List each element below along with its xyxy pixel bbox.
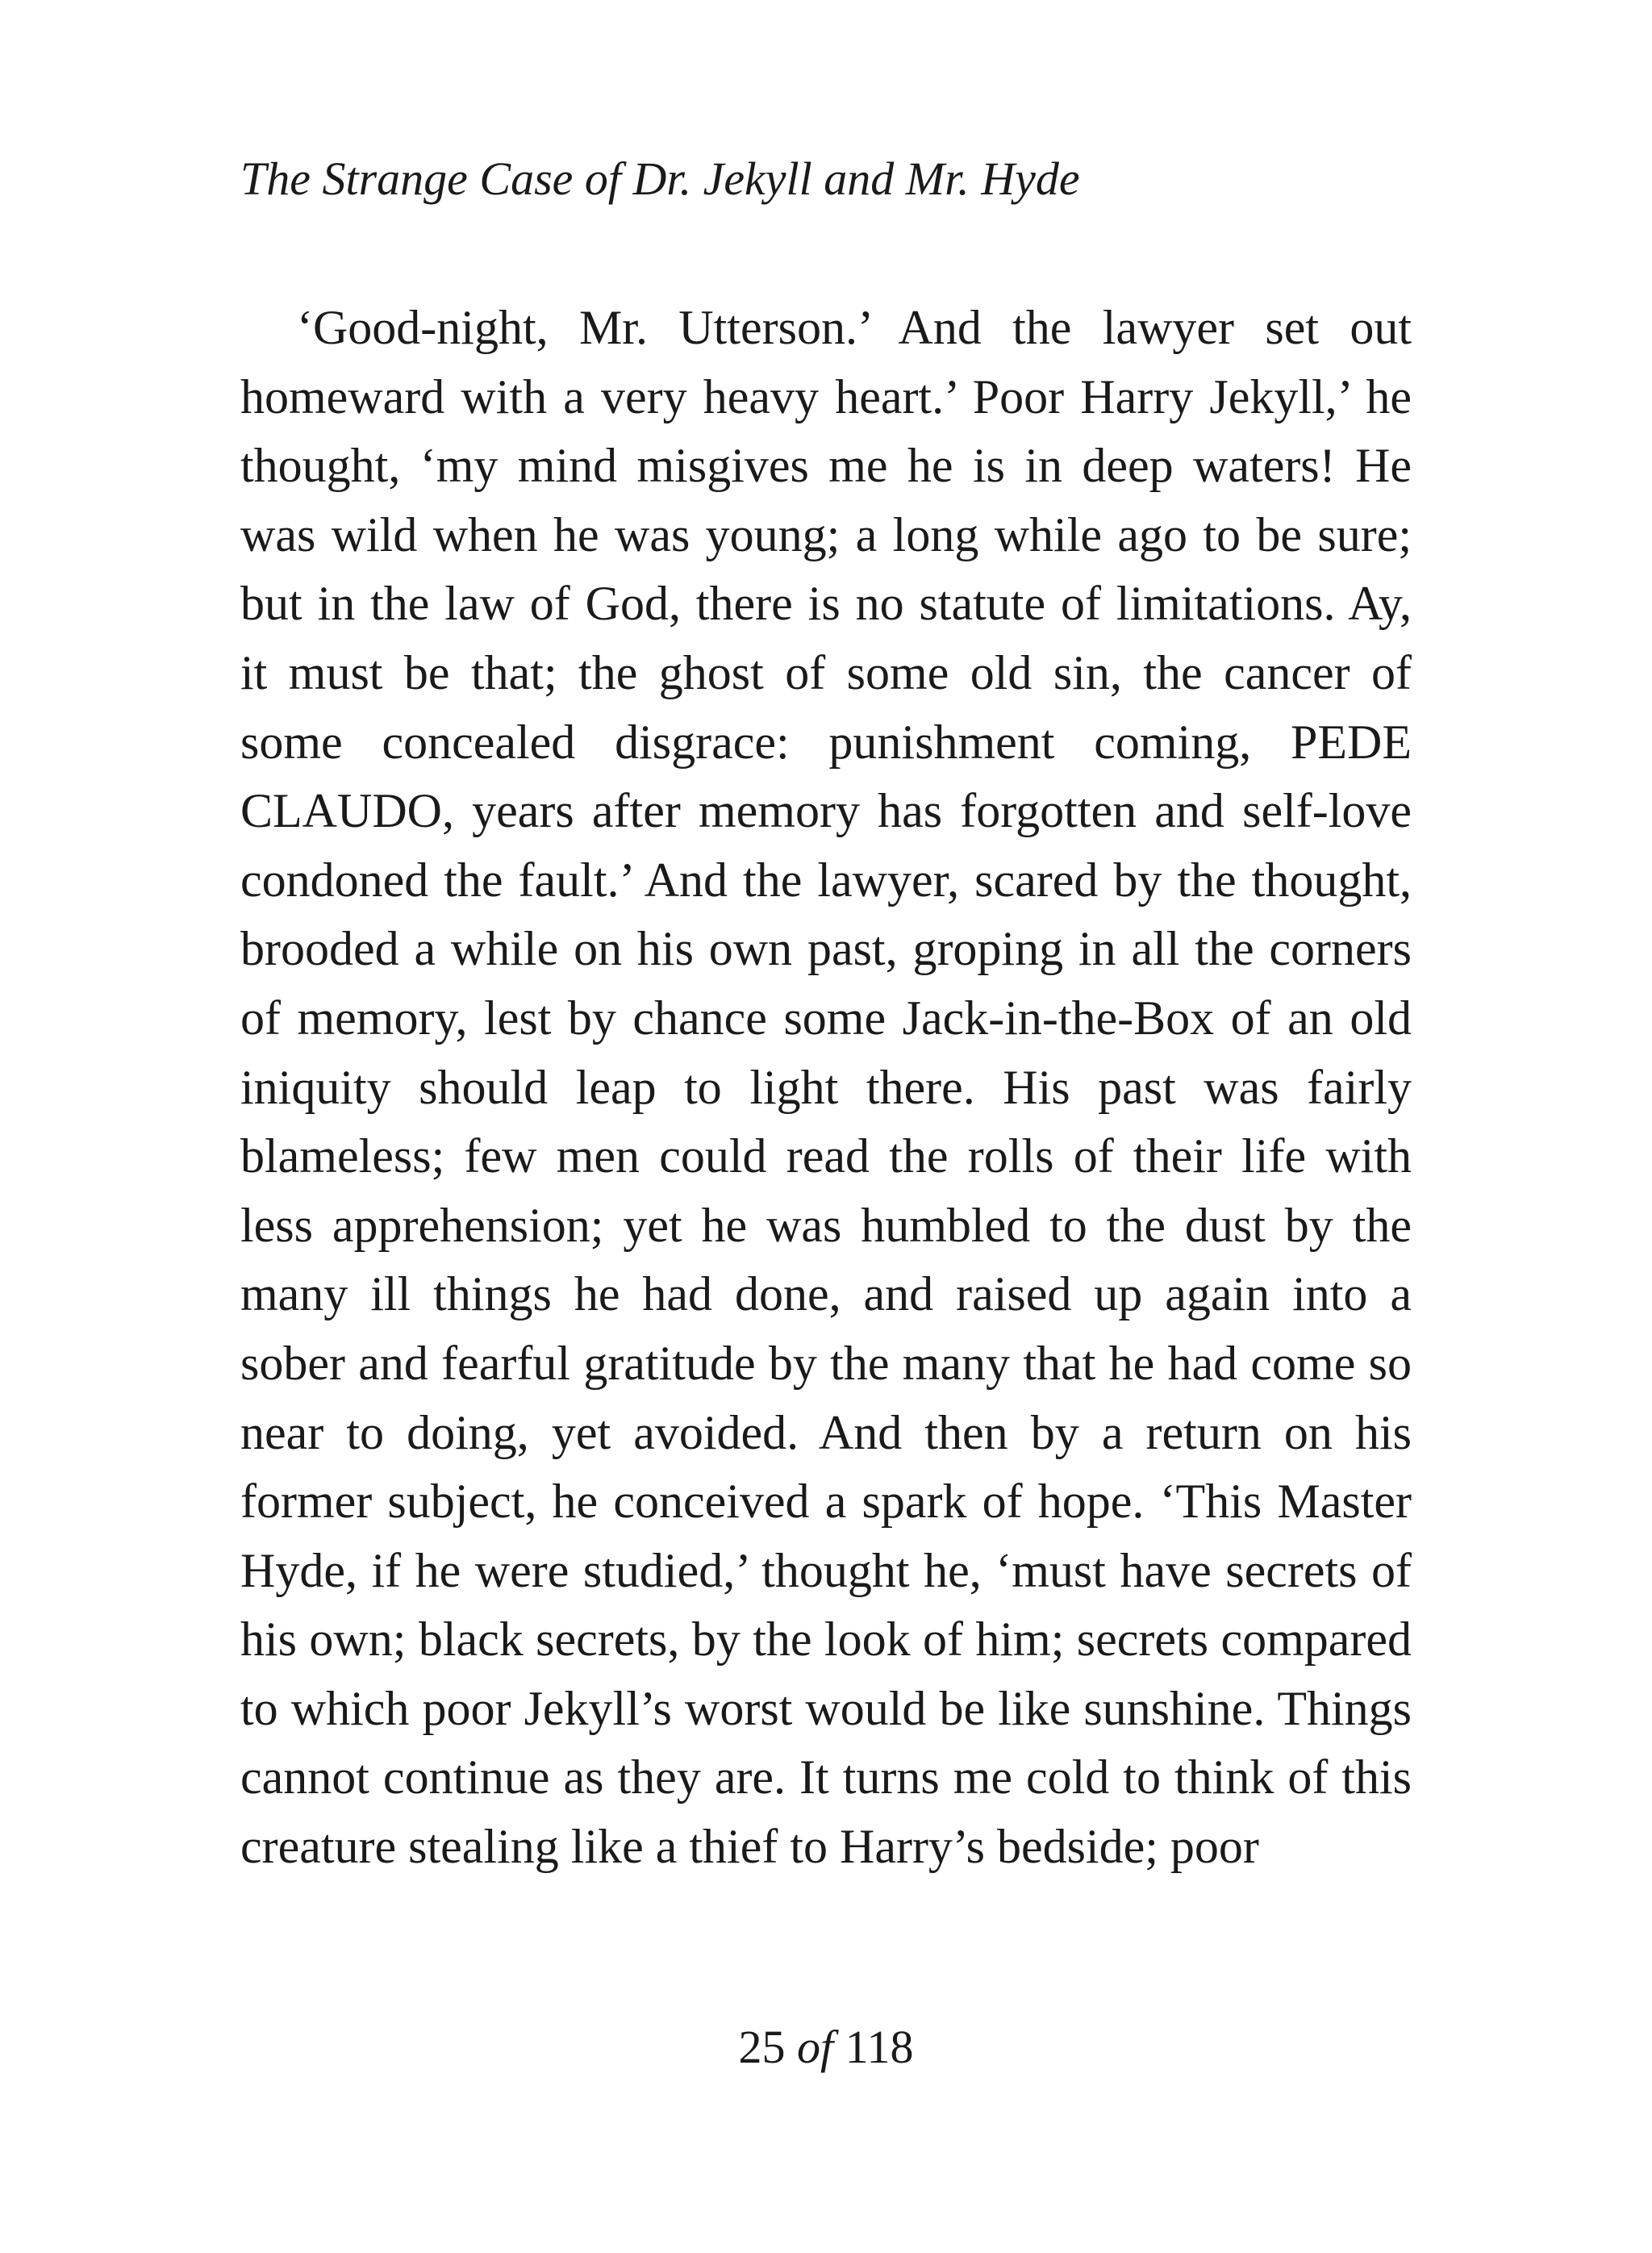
page-number-footer [0, 2015, 1652, 2080]
body-paragraph: ‘Good-night, Mr. Utterson.’ And the lawyer set out homeward with a very heavy heart.’ Poor Harry Jekyll,’ he thought, ‘my mind misgives me he is in deep waters! He was wild when he was young; a long while ago to be sure; but in the law of God, there is no statute of limitations. Ay, it must be that; the ghost of some old sin, the cancer of some concealed disgrace: punishment coming, PEDE CLAUDO, years after memory has forgotten and self-love condoned the fault.’ And the lawyer, scared by the thought, brooded a while on his own past, groping in all the corners of memory, lest by chance some Jack-in-the-Box of an old iniquity should leap to light there. His past was fairly blameless; few men could read the rolls of their life with less apprehension; yet he was humbled to the dust by the many ill things he had done, and raised up again into a sober and fearful gratitude by the many that he had come so near to doing, yet avoided. And then by a return on his former subject, he conceived a spark of hope. ‘This Master Hyde, if he were studied,’ thought he, ‘must have secrets of his own; black secrets, by the look of him; secrets compared to which poor Jekyll’s worst would be like sunshine. Things cannot continue as they are. It turns me cold to think of this creature stealing like a thief to Harry’s bedside; poor [240, 301, 1412, 1874]
total-pages: 118 [845, 2021, 914, 2073]
running-title: The Strange Case of Dr. Jekyll and Mr. Hyde [240, 152, 1080, 205]
current-page-number: 25 [738, 2021, 786, 2073]
page-of-word: of [797, 2021, 834, 2073]
